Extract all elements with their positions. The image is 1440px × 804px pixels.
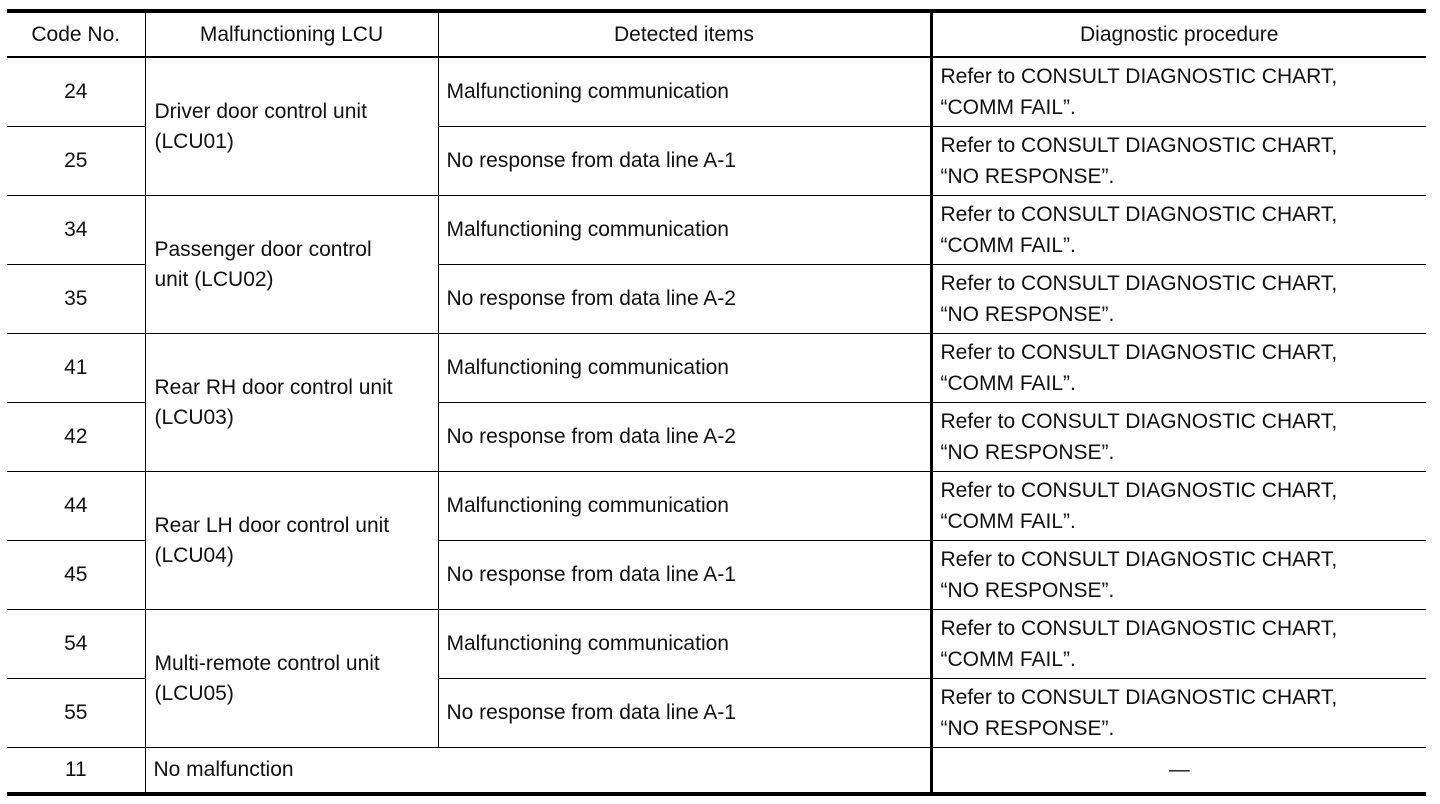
lcu-id: unit (LCU02) bbox=[154, 267, 274, 291]
procedure-line: Refer to CONSULT DIAGNOSTIC CHART, bbox=[940, 65, 1338, 88]
no-malfunction-text: No malfunction bbox=[145, 748, 931, 795]
procedure-cell bbox=[931, 127, 1426, 196]
procedure-line: Refer to CONSULT DIAGNOSTIC CHART, bbox=[940, 617, 1338, 640]
detected-cell: Malfunctioning communication bbox=[438, 196, 931, 265]
procedure-line: Refer to CONSULT DIAGNOSTIC CHART, bbox=[940, 548, 1338, 571]
header-lcu: Malfunctioning LCU bbox=[145, 11, 438, 57]
procedure-chart-name: “COMM FAIL”. bbox=[940, 96, 1076, 119]
code-cell: 44 bbox=[7, 472, 145, 541]
code-cell: 55 bbox=[7, 679, 145, 748]
procedure-cell bbox=[931, 403, 1426, 472]
procedure-cell bbox=[931, 541, 1426, 610]
lcu-cell bbox=[145, 610, 438, 748]
procedure-chart-name: “NO RESPONSE”. bbox=[940, 579, 1115, 602]
detected-cell: No response from data line A-2 bbox=[438, 265, 931, 334]
lcu-cell bbox=[145, 57, 438, 196]
procedure-chart-name: “NO RESPONSE”. bbox=[940, 717, 1115, 740]
procedure-line: Refer to CONSULT DIAGNOSTIC CHART, bbox=[940, 341, 1338, 364]
lcu-name: Multi-remote control unit bbox=[154, 651, 380, 675]
lcu-cell bbox=[145, 334, 438, 472]
code-cell: 45 bbox=[7, 541, 145, 610]
code-cell: 25 bbox=[7, 127, 145, 196]
code-cell: 42 bbox=[7, 403, 145, 472]
procedure-line: Refer to CONSULT DIAGNOSTIC CHART, bbox=[940, 134, 1338, 157]
code-cell: 35 bbox=[7, 265, 145, 334]
lcu-cell bbox=[145, 472, 438, 610]
header-row bbox=[7, 11, 1426, 57]
procedure-line: Refer to CONSULT DIAGNOSTIC CHART, bbox=[940, 479, 1338, 502]
diagnostic-code-table-wrapper bbox=[7, 9, 1426, 796]
detected-cell: Malfunctioning communication bbox=[438, 334, 931, 403]
lcu-id: (LCU03) bbox=[154, 405, 234, 429]
table-row bbox=[7, 57, 1426, 127]
detected-cell: No response from data line A-1 bbox=[438, 541, 931, 610]
procedure-cell bbox=[931, 196, 1426, 265]
table-row bbox=[7, 334, 1426, 403]
code-cell: 54 bbox=[7, 610, 145, 679]
code-cell: 41 bbox=[7, 334, 145, 403]
procedure-cell bbox=[931, 679, 1426, 748]
lcu-name: Driver door control unit bbox=[154, 99, 367, 123]
table-row bbox=[7, 196, 1426, 265]
detected-cell: No response from data line A-1 bbox=[438, 679, 931, 748]
lcu-id: (LCU01) bbox=[154, 129, 234, 153]
procedure-chart-name: “NO RESPONSE”. bbox=[940, 165, 1115, 188]
lcu-id: (LCU05) bbox=[154, 681, 234, 705]
header-procedure: Diagnostic procedure bbox=[931, 11, 1426, 57]
detected-cell: Malfunctioning communication bbox=[438, 610, 931, 679]
table-row bbox=[7, 610, 1426, 679]
detected-cell: No response from data line A-2 bbox=[438, 403, 931, 472]
header-code: Code No. bbox=[7, 11, 145, 57]
code-cell: 24 bbox=[7, 57, 145, 127]
procedure-chart-name: “COMM FAIL”. bbox=[940, 234, 1076, 257]
procedure-chart-name: “NO RESPONSE”. bbox=[940, 303, 1115, 326]
procedure-line: Refer to CONSULT DIAGNOSTIC CHART, bbox=[940, 410, 1338, 433]
procedure-dash-cell bbox=[931, 748, 1426, 795]
procedure-cell bbox=[931, 334, 1426, 403]
procedure-cell bbox=[931, 472, 1426, 541]
no-malfunction-row bbox=[7, 748, 1426, 795]
detected-cell: No response from data line A-1 bbox=[438, 127, 931, 196]
code-cell: 34 bbox=[7, 196, 145, 265]
procedure-line: Refer to CONSULT DIAGNOSTIC CHART, bbox=[940, 272, 1338, 295]
header-detected: Detected items bbox=[438, 11, 931, 57]
procedure-chart-name: “COMM FAIL”. bbox=[940, 510, 1076, 533]
lcu-name: Passenger door control bbox=[154, 237, 372, 261]
lcu-cell bbox=[145, 196, 438, 334]
lcu-name: Rear LH door control unit bbox=[154, 513, 390, 537]
procedure-chart-name: “COMM FAIL”. bbox=[940, 372, 1076, 395]
procedure-line: Refer to CONSULT DIAGNOSTIC CHART, bbox=[940, 203, 1338, 226]
detected-cell: Malfunctioning communication bbox=[438, 57, 931, 127]
procedure-cell bbox=[931, 610, 1426, 679]
diagnostic-code-table bbox=[7, 9, 1426, 796]
detected-cell: Malfunctioning communication bbox=[438, 472, 931, 541]
procedure-chart-name: “NO RESPONSE”. bbox=[940, 441, 1115, 464]
procedure-chart-name: “COMM FAIL”. bbox=[940, 648, 1076, 671]
procedure-line: Refer to CONSULT DIAGNOSTIC CHART, bbox=[940, 686, 1338, 709]
table-row bbox=[7, 472, 1426, 541]
lcu-id: (LCU04) bbox=[154, 543, 234, 567]
procedure-cell bbox=[931, 265, 1426, 334]
lcu-name: Rear RH door control unit bbox=[154, 375, 393, 399]
procedure-cell bbox=[931, 57, 1426, 127]
procedure-dash: — bbox=[1168, 758, 1190, 781]
code-cell: 11 bbox=[7, 748, 145, 795]
